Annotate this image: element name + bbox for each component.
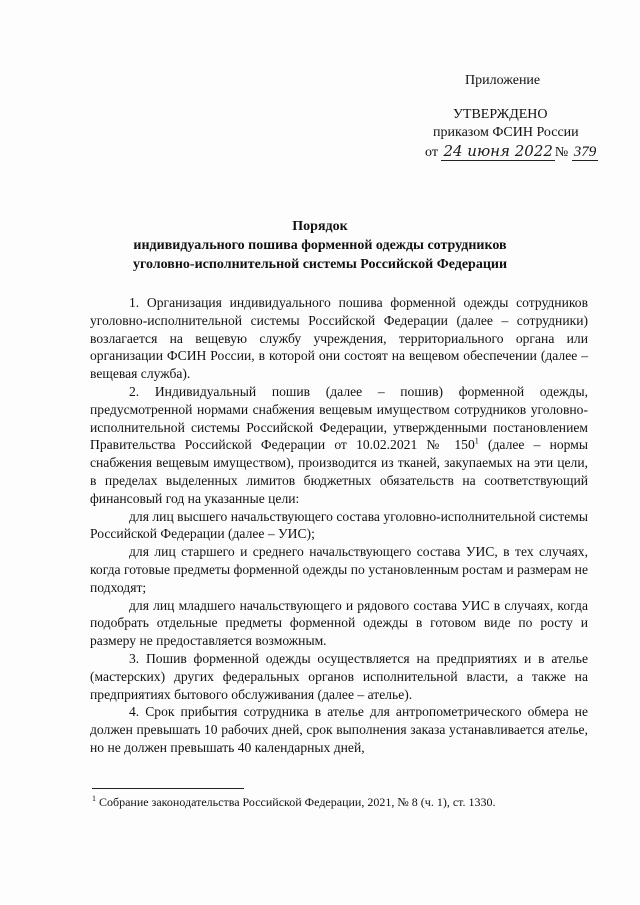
title-line-2: индивидуального пошива форменной одежды сотрудников: [133, 238, 507, 253]
paragraph-2-item-2: для лиц старшего и среднего начальствующего состава УИС, в тех случаях, когда готовые предметы форменной одежды по установленным ростам и размерам не подходят;: [90, 544, 588, 595]
paragraph-2-part-a: 2. Индивидуальный пошив (далее – пошив) форменной одежды, предусмотренной нормами снабжения вещевым имуществом сотрудников уголовно-исполнительной системы Российской Федерации, утвержденными постановлением Правительства Российской Федерации от 10.02.2021 № 150: [90, 383, 588, 453]
appendix-label: Приложение: [465, 73, 541, 88]
paragraph-2-item-1: для лиц высшего начальствующего состава уголовно-исполнительной системы Российской Федерации (далее – УИС);: [90, 508, 588, 542]
number-sign: №: [554, 145, 569, 160]
handwritten-date: 24 июня 2022: [443, 142, 553, 160]
footnote-ref: 1: [474, 436, 479, 446]
paragraph-4: 4. Срок прибытия сотрудника в ателье для антропометрического обмера не должен превышать 10 рабочих дней, срок выполнения заказа устанавливается ателье, но не должен превышать 40 календарных дней,: [90, 704, 588, 755]
paragraph-2: [90, 383, 588, 508]
paragraph-1: 1. Организация индивидуального пошива форменной одежды сотрудников уголовно-исполнительной системы Российской Федерации (далее – сотрудники) возлагается на вещевую службу учреждения, территориального органа или организации ФСИН России, в которой они состоят на вещевом обеспечении (далее – вещевая служба).: [90, 295, 588, 382]
footnote-marker: 1: [92, 794, 96, 803]
date-prefix: от: [425, 145, 438, 160]
paragraph-2-part-b: (далее – нормы снабжения вещевым имуществом), производится из тканей, закупаемых на эти цели, в пределах выделенных лимитов бюджетных обязательств на соответствующий финансовый год на указанные цели:: [90, 437, 588, 506]
paragraph-3: 3. Пошив форменной одежды осуществляется на предприятиях и в ателье (мастерских) других федеральных органов исполнительной власти, а также на предприятиях бытового обслуживания (далее – ателье).: [90, 650, 588, 702]
order-date-line: [425, 142, 598, 162]
approved-label: УТВЕРЖДЕНО: [453, 107, 548, 122]
footnote-text: Собрание законодательства Российской Федерации, 2021, № 8 (ч. 1), ст. 1330.: [96, 795, 496, 809]
handwritten-number: 379: [573, 144, 597, 160]
footnote-divider: [92, 788, 244, 789]
document-body: [90, 294, 588, 757]
title-line-1: Порядок: [292, 219, 348, 234]
order-line: приказом ФСИН России: [433, 125, 579, 140]
title-line-3: уголовно-исполнительной системы Российской Федерации: [132, 257, 508, 272]
document-title: [0, 217, 640, 274]
paragraph-2-item-3: для лиц младшего начальствующего и рядового состава УИС в случаях, когда подобрать отдельные предметы форменной одежды в готовом виде по росту и размеру не предоставляется возможным.: [90, 597, 588, 649]
footnote: [92, 795, 495, 810]
